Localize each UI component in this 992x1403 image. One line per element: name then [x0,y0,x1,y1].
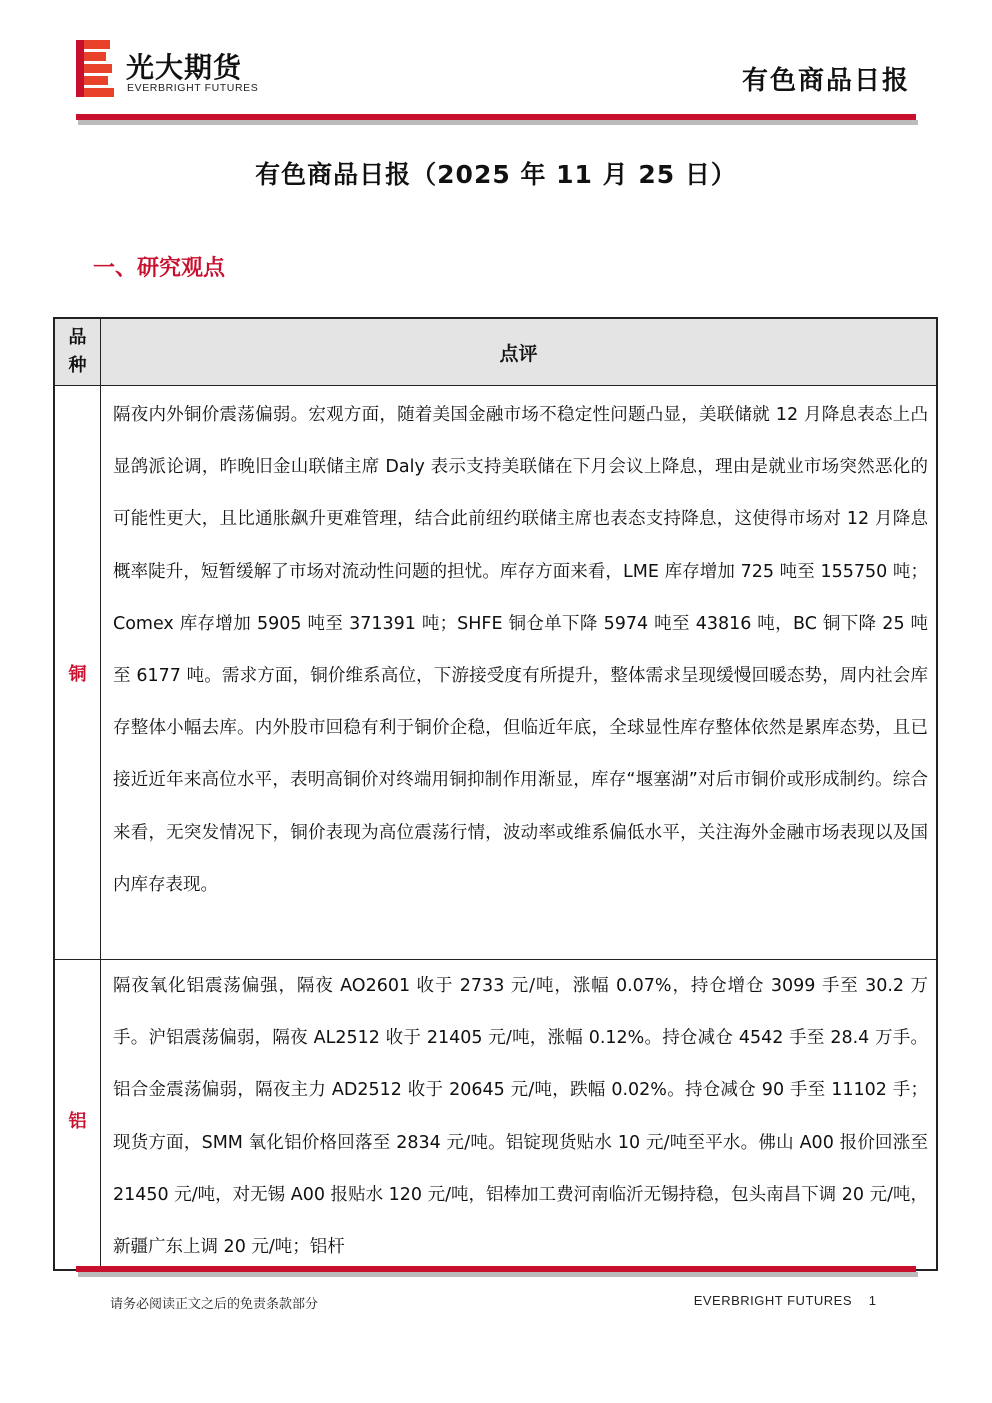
logo-english-name: EVERBRIGHT FUTURES [127,82,259,94]
report-name: 有色商品日报 [741,66,910,96]
document-title: 有色商品日报（2025 年 11 月 25 日） [255,160,737,189]
section-heading: 一、研究观点 [93,256,226,281]
page-number: 1 [868,1293,876,1308]
commentary-table [53,317,938,1271]
variety-cell-copper: 铜 [55,386,101,959]
header-divider [76,114,916,120]
comment-cell-aluminum: 隔夜氧化铝震荡偏强，隔夜 AO2601 收于 2733 元/吨，涨幅 0.07%，持仓增仓 3099 手至 30.2 万手。沪铝震荡偏弱，隔夜 AL2512 收于 21405 元/吨，涨幅 0.12%。持仓减仓 4542 手至 28.4 万手。铝合金震荡偏弱，隔夜主力 AD2512 收于 20645 元/吨，跌幅 0.02%。持仓减仓 90 手至 11102 手；现货方面，SMM 氧化铝价格回落至 2834 元/吨。铝锭现货贴水 10 元/吨至平水。佛山 A00 报价回涨至 21450 元/吨，对无锡 A00 报贴水 120 元/吨，铝棒加工费河南临沂无锡持稳，包头南昌下调 20 元/吨，新疆广东上调 20 元/吨；铝杆 [113,976,928,1258]
table-row-aluminum [55,960,936,1271]
column-header-comment: 点评 [499,342,538,365]
footer-divider-shadow [78,1272,918,1277]
footer-brand: EVERBRIGHT FUTURES [693,1293,852,1308]
column-header-variety-label: 品种 [68,327,87,376]
everbright-logo-icon [76,40,116,100]
company-logo [76,40,306,100]
footer-disclaimer: 请务必阅读正文之后的免责条款部分 [110,1297,319,1312]
variety-cell-aluminum: 铝 [55,960,101,1271]
logo-chinese-name: 光大期货 [126,51,243,84]
table-header [55,319,936,386]
table-row-copper [55,386,936,960]
header-divider-shadow [78,120,918,125]
comment-cell-copper: 隔夜内外铜价震荡偏弱。宏观方面，随着美国金融市场不稳定性问题凸显，美联储就 12 月降息表态上凸显鸽派论调，昨晚旧金山联储主席 Daly 表示支持美联储在下月会议上降息，理由是就业市场突然恶化的可能性更大，且比通胀飙升更难管理，结合此前纽约联储主席也表态支持降息，这使得市场对 12 月降息概率陡升，短暂缓解了市场对流动性问题的担忧。库存方面来看，LME 库存增加 725 吨至 155750 吨；Comex 库存增加 5905 吨至 371391 吨；SHFE 铜仓单下降 5974 吨至 43816 吨，BC 铜下降 25 吨至 6177 吨。需求方面，铜价维系高位，下游接受度有所提升，整体需求呈现缓慢回暖态势，周内社会库存整体小幅去库。内外股市回稳有利于铜价企稳，但临近年底，全球显性库存整体依然是累库态势，且已接近近年来高位水平，表明高铜价对终端用铜抑制作用渐显，库存“堰塞湖”对后市铜价或形成制约。综合来看，无突发情况下，铜价表现为高位震荡行情，波动率或维系偏低水平，关注海外金融市场表现以及国内库存表现。 [113,405,928,895]
footer-divider [76,1266,916,1272]
column-header-variety [55,319,101,385]
